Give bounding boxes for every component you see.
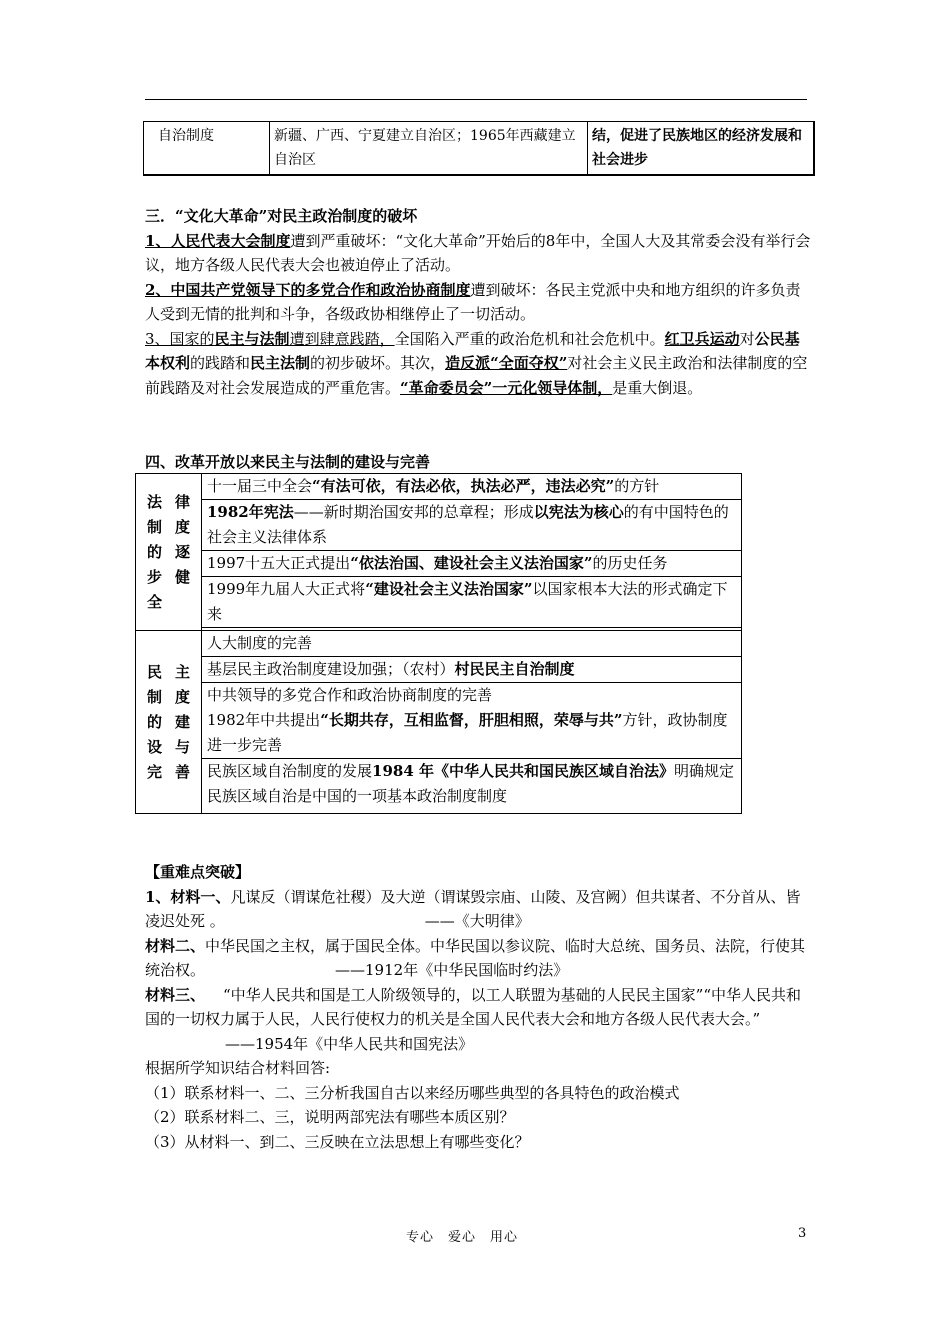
emphasis: 1984 年《中华人民共和国民族区域自治法》 <box>372 762 674 780</box>
text: 的方针 <box>614 477 660 495</box>
section-heading: 三．“文化大革命”对民主政治制度的破坏 <box>145 207 418 225</box>
question-3: （3）从材料一、到二、三反映在立法思想上有哪些变化？ <box>145 1132 530 1151</box>
table-cell: 结，促进了民族地区的经济发展和社会进步 <box>588 122 814 176</box>
text: 方针，政协制度进一步完善 <box>207 711 728 754</box>
emphasis: “革命委员会”一元化领导体制， <box>400 378 613 397</box>
label-char: 步 <box>146 567 162 586</box>
text: 十一届三中全会 <box>207 477 313 495</box>
table-cell <box>202 759 742 814</box>
democracy-system-label <box>136 631 202 814</box>
source: ——《大明律》 <box>424 912 530 930</box>
material-3 <box>145 983 813 1057</box>
emphasis: “长期共存，互相监督，肝胆相照，荣辱与共” <box>320 711 623 729</box>
question-1: （1）联系材料一、二、三分析我国自古以来经历哪些典型的各具特色的政治模式 <box>145 1083 680 1102</box>
text: 全国陷入严重的政治危机和社会危机中。 <box>394 329 665 348</box>
label-char: 善 <box>174 762 190 781</box>
table-cell <box>202 474 742 500</box>
table-row <box>136 500 742 551</box>
emphasis: 村民民主自治制度 <box>454 660 575 678</box>
label-char: 全 <box>146 592 162 611</box>
table-row <box>136 577 742 628</box>
label: 1、材料一、 <box>145 887 231 906</box>
text: 对社会主义民主政治和法律制度的空前践踏及对社会发展造成的严重危害。 <box>145 354 808 397</box>
label-char: 的 <box>146 542 162 561</box>
source: ——1912年《中华民国临时约法》 <box>335 961 569 979</box>
table-row <box>136 474 742 500</box>
text: 明确规定民族区域自治是中国的一项基本政治制度制度 <box>207 762 735 805</box>
text: 的有中国特色的社会主义法律体系 <box>207 503 729 546</box>
table-cell: 人大制度的完善 <box>202 631 742 657</box>
text: ——新时期治国安邦的总章程；形成 <box>293 503 534 521</box>
prompt: 根据所学知识结合材料回答: <box>145 1059 331 1077</box>
header-rule <box>145 99 807 100</box>
vertical-label <box>145 490 193 615</box>
material-1 <box>145 885 813 934</box>
text: 的初步破坏。其次， <box>310 354 446 372</box>
label-char: 健 <box>174 567 190 586</box>
emphasis: “有法可依，有法必依，执法必严，违法必究” <box>312 477 615 495</box>
label-char: 逐 <box>174 542 190 561</box>
table-cell <box>202 500 742 551</box>
page-number: 3 <box>798 1226 807 1241</box>
question-2: （2）联系材料二、三，说明两部宪法有哪些本质区别？ <box>145 1108 515 1126</box>
table-row <box>136 657 742 683</box>
label-char: 的 <box>146 712 162 731</box>
emphasis: 民主与法制 <box>214 329 290 348</box>
section-3 <box>145 204 813 400</box>
emphasis: “建设社会主义法治国家” <box>365 580 533 598</box>
label: 材料二、 <box>145 936 206 955</box>
text: 1982年中共提出 <box>207 711 321 729</box>
text: 遭到破坏：各民主党派中央和地方组织的许多负责人受到无情的批判和斗争，各级政协相继停止了一切活动。 <box>145 280 801 323</box>
table-cell <box>202 551 742 577</box>
text: 的历史任务 <box>592 554 668 572</box>
text: 的践踏和 <box>190 354 251 372</box>
table-cell <box>202 657 742 683</box>
paragraph <box>145 229 813 278</box>
label-char: 主 <box>174 662 190 681</box>
emphasis: 红卫兵运动 <box>664 329 740 348</box>
label-char: 度 <box>174 517 190 536</box>
emphasis: 造反派“全面夺权” <box>445 354 568 372</box>
emphasis: 2、中国共产党领导下的多党合作和政治协商制度 <box>145 280 471 299</box>
emphasis: “依法治国、建设社会主义法治国家” <box>350 554 593 572</box>
vertical-label <box>145 660 193 785</box>
text: 中华民国之主权，属于国民全体。中华民国以参议院、临时大总统、国务员、法院，行使其统治权。 <box>145 936 806 979</box>
table-row <box>136 759 742 814</box>
emphasis: 以宪法为核心 <box>533 503 624 521</box>
label-char: 制 <box>146 687 162 706</box>
label-char: 度 <box>174 687 190 706</box>
text: 民族区域自治制度的发展 <box>207 762 373 780</box>
label-char: 建 <box>174 712 190 731</box>
text: 中共领导的多党合作和政治协商制度的完善 <box>207 686 493 704</box>
source: ——1954年《中华人民共和国宪法》 <box>225 1034 474 1053</box>
label-char: 民 <box>146 662 162 681</box>
emphasis: 民主法制 <box>250 354 311 372</box>
table-cell: 自治制度 <box>144 122 270 176</box>
text: 凡谋反（谓谋危社稷）及大逆（谓谋毁宗庙、山陵、及宫阙）但共谋者、不分首从、皆凌迟处死 。 <box>145 887 801 930</box>
democracy-law-table <box>135 473 742 814</box>
table-cell: 新疆、广西、宁夏建立自治区；1965年西藏建立自治区 <box>270 122 588 176</box>
emphasis: 1982年宪法 <box>207 503 294 521</box>
material-2 <box>145 934 813 983</box>
text: 是重大倒退。 <box>612 378 703 397</box>
table-row <box>136 551 742 577</box>
table-row <box>144 122 814 176</box>
footer-motto: 专心 爱心 用心 <box>406 1230 519 1245</box>
text: 遭到肆意践踏， <box>289 329 395 348</box>
text: 对 <box>739 329 755 348</box>
label-char: 律 <box>174 492 190 511</box>
label-char: 制 <box>146 517 162 536</box>
text: 遭到严重破坏：“文化大革命”开始后的8年中，全国人大及其常委会没有举行会议，地方各级人民代表大会也被迫停止了活动。 <box>145 231 811 274</box>
text: 1999年九届人大正式将 <box>207 580 366 598</box>
table-cell <box>202 683 742 759</box>
label-char: 与 <box>174 737 190 756</box>
text: 基层民主政治制度建设加强；（农村） <box>207 660 455 678</box>
paragraph <box>145 278 813 327</box>
text: 1997十五大正式提出 <box>207 554 351 572</box>
section-4-heading: 四、改革开放以来民主与法制的建设与完善 <box>145 453 431 471</box>
text: “中华人民共和国是工人阶级领导的，以工人联盟为基础的人民民主国家”“中华人民共和国的一切权力属于人民，人民行使权力的机关是全国人民代表大会和地方各级人民代表大会。” <box>145 985 802 1028</box>
text: 3、国家的 <box>145 329 215 348</box>
table-row <box>136 683 742 759</box>
breakthrough-section <box>145 860 813 1154</box>
table-row <box>136 631 742 657</box>
section-heading: 【重难点突破】 <box>145 863 251 881</box>
label-char: 完 <box>146 762 162 781</box>
legal-system-label <box>136 474 202 631</box>
table-cell <box>202 577 742 628</box>
paragraph <box>145 327 813 401</box>
text: 以国家根本大法的形式确定下来 <box>207 580 728 623</box>
label-char: 法 <box>146 492 162 511</box>
emphasis: 公民基本权利 <box>145 329 800 372</box>
label-char: 设 <box>146 737 162 756</box>
emphasis: 1、人民代表大会制度 <box>145 231 291 250</box>
label: 材料三、 <box>145 985 206 1004</box>
continued-table <box>143 121 815 176</box>
